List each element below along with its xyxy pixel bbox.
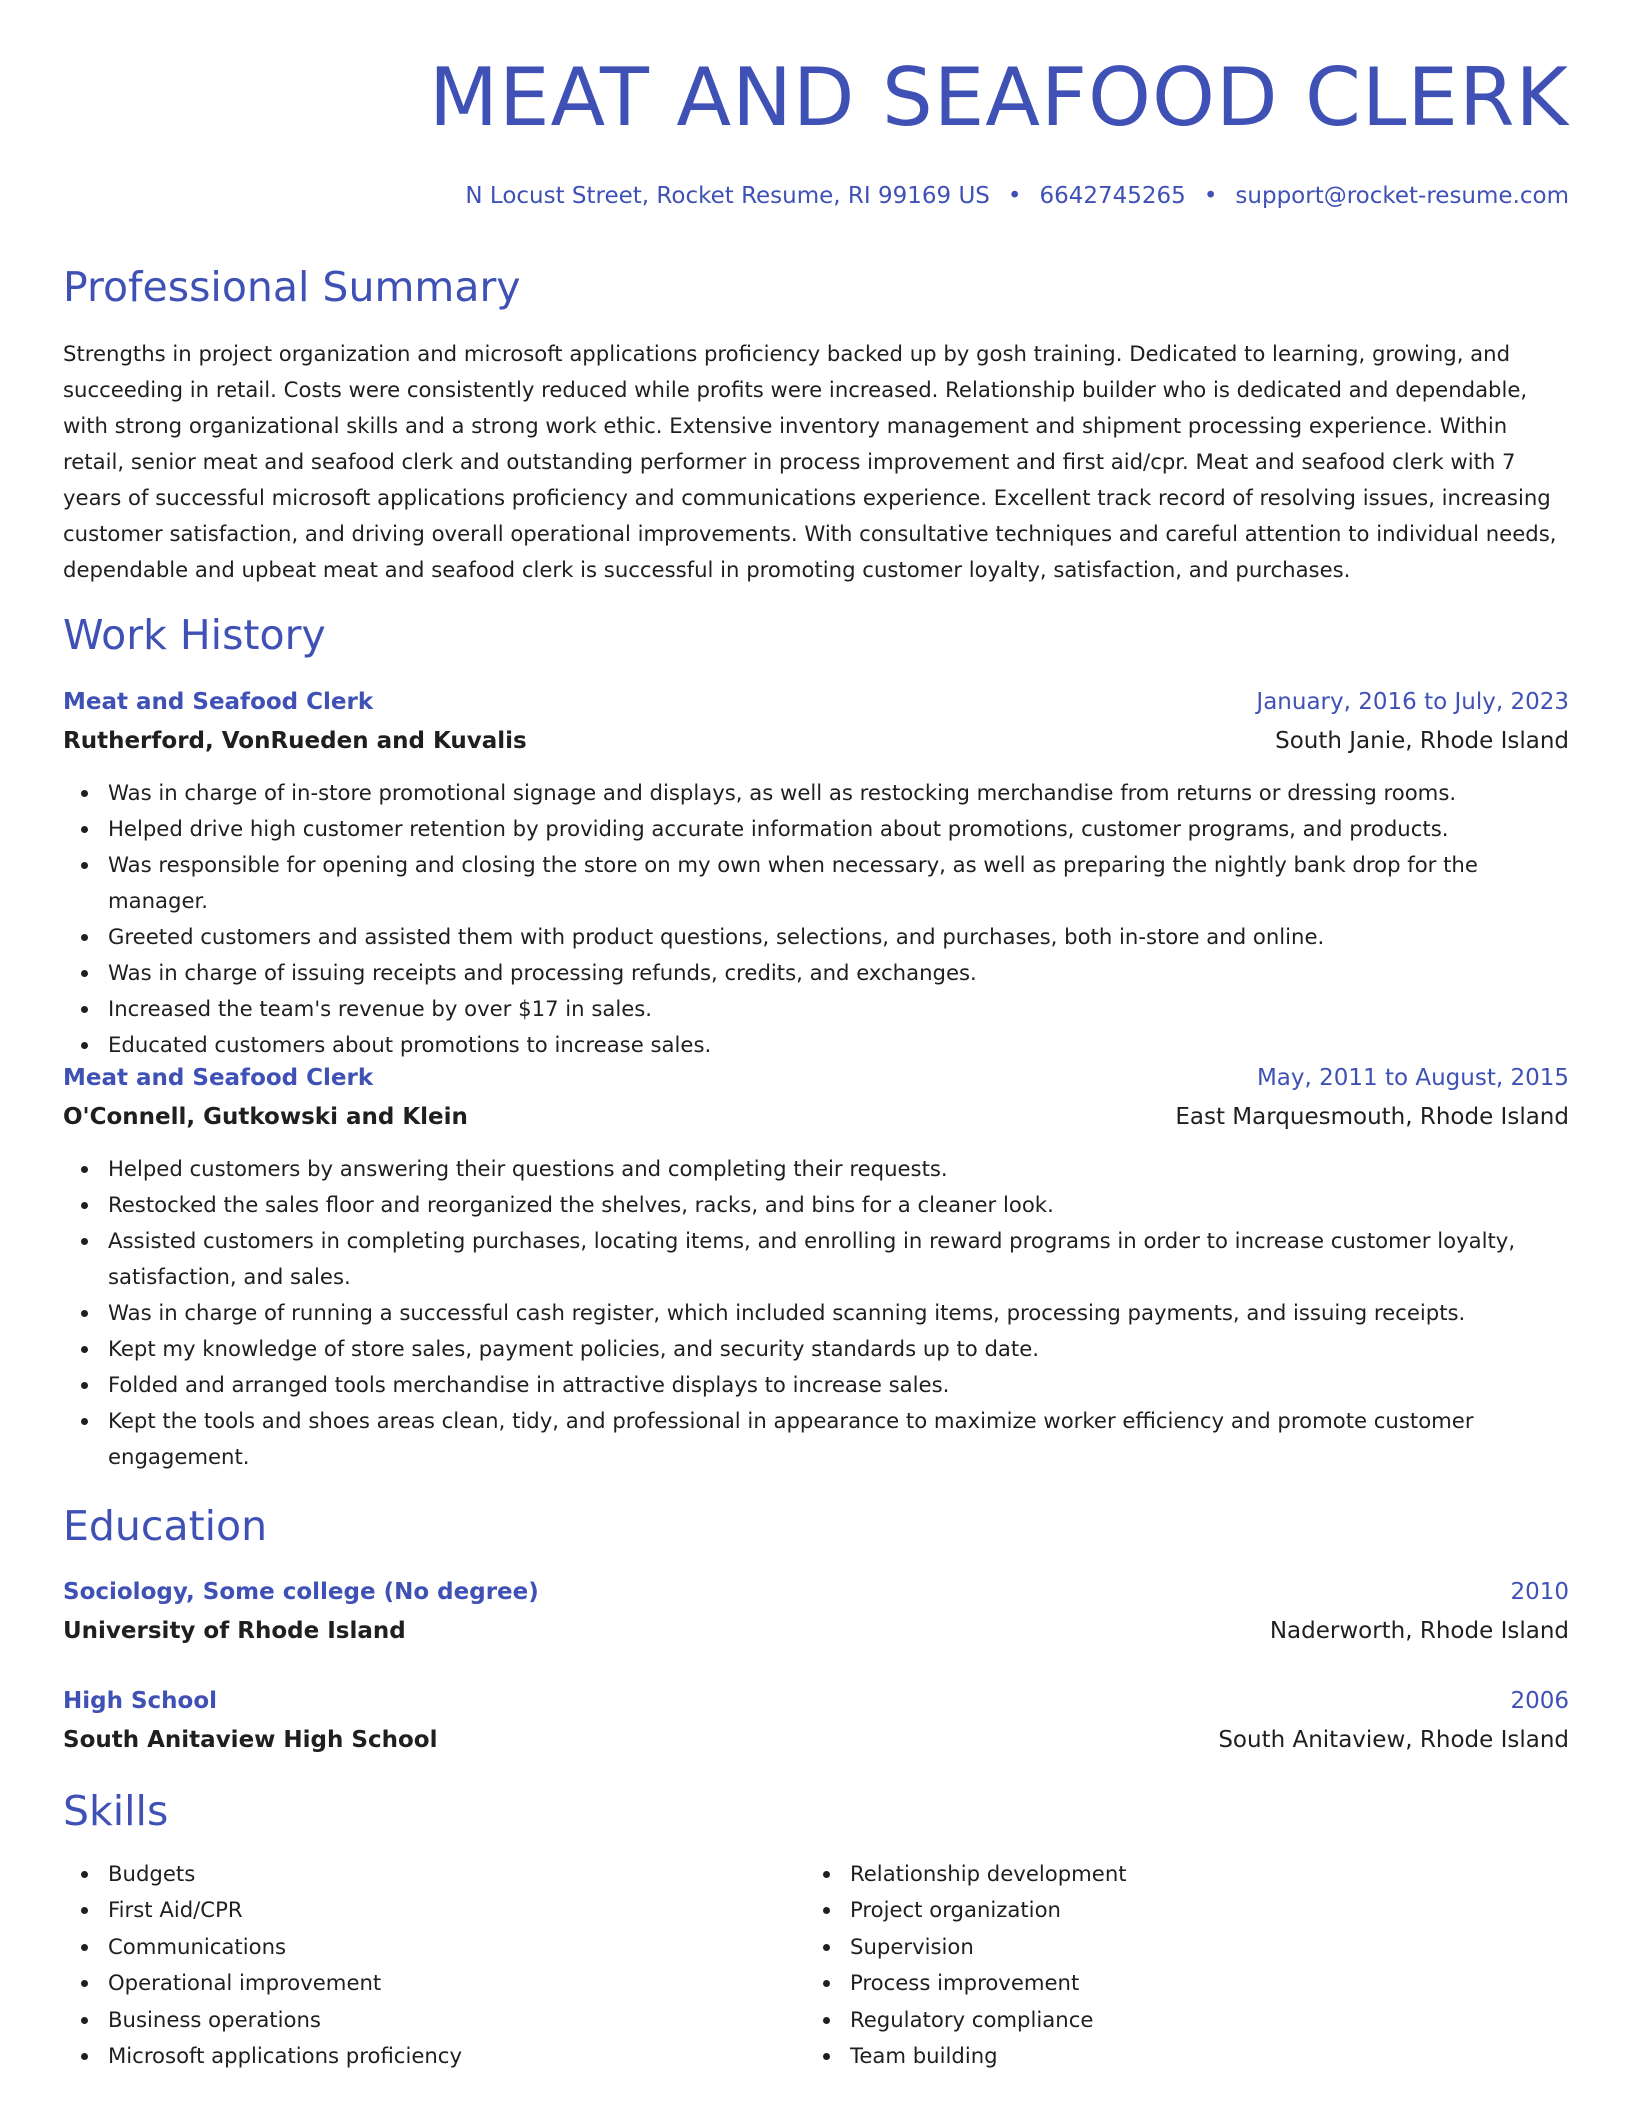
contact-phone: 6642745265 bbox=[1039, 183, 1186, 209]
contact-separator: • bbox=[1203, 183, 1218, 209]
summary-text: Strengths in project organization and microsoft applications proficiency backed up by gosh training. Dedicated to learning, growing, and succeeding in retail. Costs were consistently reduced while profits were increased. Relationship builder who is dedicated and dependable, with strong organizational skills and a strong work ethic. Extensive inventory management and shipment processing experience. Within retail, senior meat and seafood clerk and outstanding performer in process improvement and first aid/cpr. Meat and seafood clerk with 7 years of successful microsoft applications proficiency and communications experience. Excellent track record of resolving issues, increasing customer satisfaction, and driving overall operational improvements. With consultative techniques and careful attention to individual needs, dependable and upbeat meat and seafood clerk is successful in promoting customer loyalty, satisfaction, and purchases. bbox=[63, 341, 1557, 582]
list-item: Increased the team's revenue by over $17 in sales. bbox=[63, 991, 1569, 1027]
job-company-row bbox=[63, 1099, 1569, 1135]
skills-list-left bbox=[63, 1856, 763, 2074]
contact-line bbox=[465, 181, 1569, 211]
education-school-row bbox=[63, 1722, 1569, 1758]
summary-heading: Professional Summary bbox=[63, 263, 521, 311]
list-item: Greeted customers and assisted them with product questions, selections, and purchases, both in-store and online. bbox=[63, 919, 1569, 955]
list-item: Kept the tools and shoes areas clean, tidy, and professional in appearance to maximize worker efficiency and promote customer engagement. bbox=[63, 1403, 1569, 1475]
skill-item: Team building bbox=[805, 2038, 1505, 2074]
skill-item: Relationship development bbox=[805, 1856, 1505, 1892]
education-degree: High School bbox=[63, 1688, 218, 1714]
job-bullet-list bbox=[63, 775, 1569, 1063]
education-heading: Education bbox=[63, 1502, 268, 1550]
list-item: Educated customers about promotions to increase sales. bbox=[63, 1027, 1569, 1063]
education-degree-row bbox=[63, 1683, 1569, 1719]
list-item: Was in charge of issuing receipts and processing refunds, credits, and exchanges. bbox=[63, 955, 1569, 991]
job-title: Meat and Seafood Clerk bbox=[63, 689, 374, 715]
skill-item: Business operations bbox=[63, 2002, 763, 2038]
education-year: 2010 bbox=[1510, 1579, 1569, 1605]
job-location: South Janie, Rhode Island bbox=[1275, 728, 1569, 754]
job-title-row bbox=[63, 684, 1569, 720]
education-school: South Anitaview High School bbox=[63, 1727, 438, 1753]
education-degree-row bbox=[63, 1574, 1569, 1610]
job-bullet-list bbox=[63, 1151, 1569, 1475]
contact-address: N Locust Street, Rocket Resume, RI 99169 US bbox=[465, 183, 990, 209]
education-year: 2006 bbox=[1510, 1688, 1569, 1714]
list-item: Assisted customers in completing purchases, locating items, and enrolling in reward programs in order to increase customer loyalty, satisfaction, and sales. bbox=[63, 1223, 1569, 1295]
skill-item: Process improvement bbox=[805, 1965, 1505, 2001]
contact-email: support@rocket-resume.com bbox=[1235, 183, 1569, 209]
list-item: Was in charge of in-store promotional signage and displays, as well as restocking merchandise from returns or dressing rooms. bbox=[63, 775, 1569, 811]
education-school: University of Rhode Island bbox=[63, 1618, 406, 1644]
skills-list-right bbox=[805, 1856, 1505, 2074]
skill-item: Project organization bbox=[805, 1892, 1505, 1928]
list-item: Kept my knowledge of store sales, payment policies, and security standards up to date. bbox=[63, 1331, 1569, 1367]
job-dates: May, 2011 to August, 2015 bbox=[1256, 1065, 1569, 1091]
resume-name: MEAT AND SEAFOOD CLERK bbox=[428, 51, 1569, 144]
work-history-heading: Work History bbox=[63, 611, 326, 659]
contact-separator: • bbox=[1007, 183, 1022, 209]
job-company-row bbox=[63, 723, 1569, 759]
job-dates: January, 2016 to July, 2023 bbox=[1256, 689, 1569, 715]
education-school-row bbox=[63, 1613, 1569, 1649]
job-title: Meat and Seafood Clerk bbox=[63, 1065, 374, 1091]
job-title-row bbox=[63, 1060, 1569, 1096]
education-location: Naderworth, Rhode Island bbox=[1269, 1618, 1569, 1644]
list-item: Folded and arranged tools merchandise in attractive displays to increase sales. bbox=[63, 1367, 1569, 1403]
skill-item: Budgets bbox=[63, 1856, 763, 1892]
list-item: Was in charge of running a successful cash register, which included scanning items, processing payments, and issuing receipts. bbox=[63, 1295, 1569, 1331]
list-item: Helped customers by answering their questions and completing their requests. bbox=[63, 1151, 1569, 1187]
skill-item: First Aid/CPR bbox=[63, 1892, 763, 1928]
job-company: Rutherford, VonRueden and Kuvalis bbox=[63, 728, 527, 754]
skill-item: Regulatory compliance bbox=[805, 2002, 1505, 2038]
list-item: Restocked the sales floor and reorganized the shelves, racks, and bins for a cleaner look. bbox=[63, 1187, 1569, 1223]
job-location: East Marquesmouth, Rhode Island bbox=[1175, 1104, 1569, 1130]
skills-heading: Skills bbox=[63, 1787, 169, 1835]
list-item: Was responsible for opening and closing the store on my own when necessary, as well as preparing the nightly bank drop for the manager. bbox=[63, 847, 1569, 919]
skill-item: Supervision bbox=[805, 1929, 1505, 1965]
skill-item: Microsoft applications proficiency bbox=[63, 2038, 763, 2074]
skill-item: Communications bbox=[63, 1929, 763, 1965]
education-degree: Sociology, Some college (No degree) bbox=[63, 1579, 539, 1605]
job-company: O'Connell, Gutkowski and Klein bbox=[63, 1104, 468, 1130]
list-item: Helped drive high customer retention by providing accurate information about promotions, customer programs, and products. bbox=[63, 811, 1569, 847]
education-location: South Anitaview, Rhode Island bbox=[1218, 1727, 1569, 1753]
skill-item: Operational improvement bbox=[63, 1965, 763, 2001]
